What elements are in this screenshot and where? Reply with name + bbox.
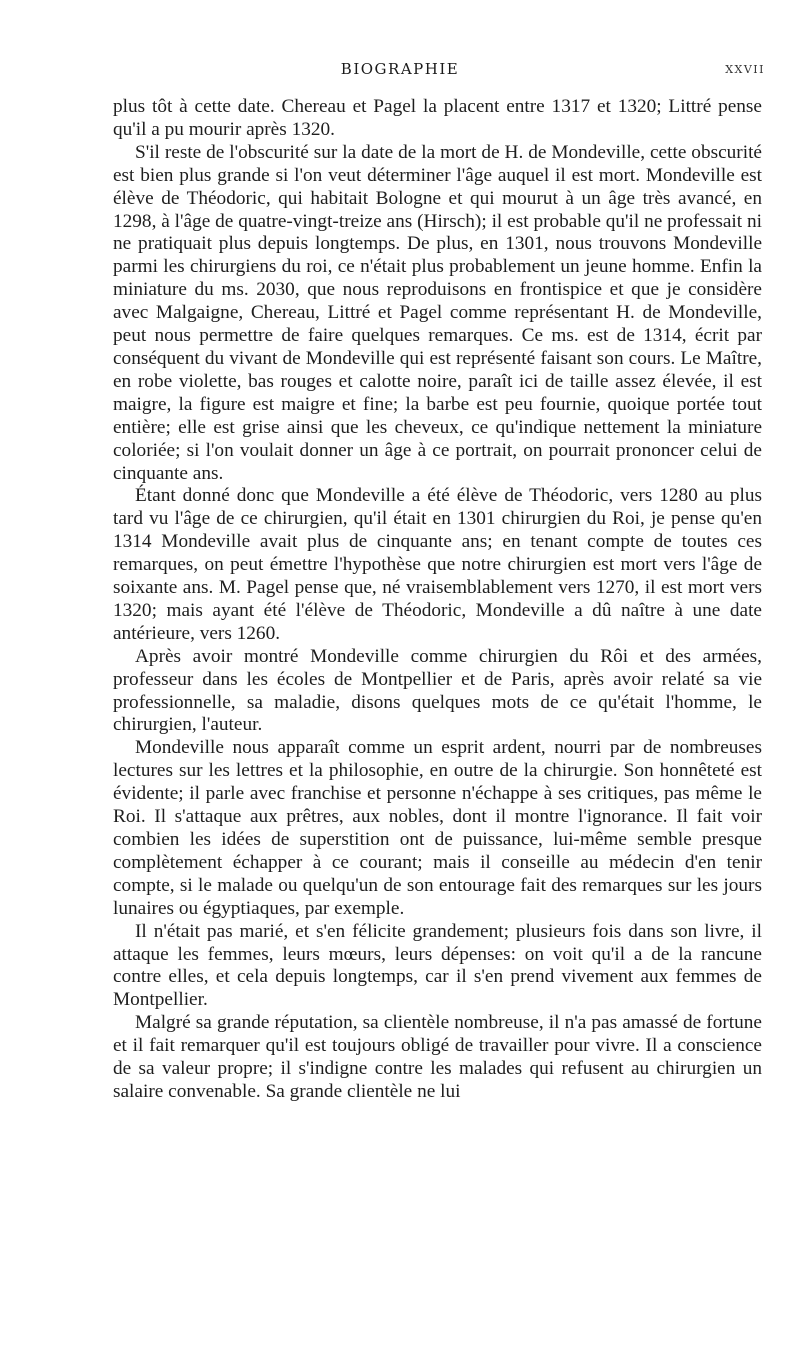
paragraph: Mondeville nous apparaît comme un esprit ardent, nourri par de nombreuses lectures sur les lettres et la philosophie, en outre de la chirurgie. Son honnêteté est évidente; il parle avec franchise et personne n'échappe à ses critiques, pas même le Roi. Il s'attaque aux prêtres, aux nobles, dont il montre l'ignorance. Il fait voir combien les idées de superstition ont de puissance, lui-même semble presque complètement échapper à ce courant; mais il conseille au médecin d'en tenir compte, si le malade ou quelqu'un de son entourage fait des remarques sur les jours lunaires ou égyptiaques, par exemple. [113,737,762,919]
paragraph: plus tôt à cette date. Chereau et Pagel la placent entre 1317 et 1320; Littré pense qu'il a pu mourir après 1320. [113,96,762,140]
running-title: BIOGRAPHIE [340,60,460,78]
paragraph: Étant donné donc que Mondeville a été élève de Théodoric, vers 1280 au plus tard vu l'âge de ce chirurgien, qu'il était en 1301 chirurgien du Roi, je pense qu'en 1314 Mondeville avait plus de cinquante ans; en tenant compte de toutes ces remarques, on peut émettre l'hypothèse que notre chirurgien est mort vers l'âge de soixante ans. M. Pagel pense que, né vraisemblablement vers 1270, il est mort vers 1320; mais ayant été l'élève de Théodoric, Mondeville a dû naître à une date antérieure, vers 1260. [113,485,762,644]
paragraph: Il n'était pas marié, et s'en félicite grandement; plusieurs fois dans son livre, il attaque les femmes, leurs mœurs, leurs dépenses: on voit qu'il a de la rancune contre elles, et cela depuis longtemps, car il s'en prend vivement aux femmes de Montpellier. [113,920,762,1011]
body-text [113,96,762,1104]
running-head [0,60,800,84]
page-number: XXVII [725,63,765,76]
paragraph: Malgré sa grande réputation, sa clientèle nombreuse, il n'a pas amassé de fortune et il fait remarquer qu'il est toujours obligé de travailler pour vivre. Il a conscience de sa valeur propre; il s'indigne contre les malades qui refusent au chirurgien un salaire convenable. Sa grande clientèle ne lui [113,1012,762,1102]
paragraph: Après avoir montré Mondeville comme chirurgien du Rôi et des armées, professeur dans les écoles de Montpellier et de Paris, après avoir relaté sa vie professionnelle, sa maladie, disons quelques mots de ce qu'était l'homme, le chirurgien, l'auteur. [113,645,762,736]
paragraph: S'il reste de l'obscurité sur la date de la mort de H. de Mondeville, cette obscurité est bien plus grande si l'on veut déterminer l'âge auquel il est mort. Mondeville est élève de Théodoric, qui habitait Bologne et qui mourut à un âge très avancé, en 1298, à l'âge de quatre-vingt-treize ans (Hirsch); il est probable qu'il ne professait ni ne pratiquait plus depuis longtemps. De plus, en 1301, nous trouvons Mondeville parmi les chirurgiens du roi, ce n'était plus probablement un jeune homme. Enfin la miniature du ms. 2030, que nous reproduisons en frontispice et que je considère avec Malgaigne, Chereau, Littré et Pagel comme représentant H. de Mondeville, peut nous permettre de faire quelques remarques. Ce ms. est de 1314, écrit par conséquent du vivant de Mondeville qui est représenté faisant son cours. Le Maître, en robe violette, bas rouges et calotte noire, paraît ici de taille assez élevée, il est maigre, la figure est maigre et fine; la barbe est peu fournie, quoique portée tout entière; elle est grise ainsi que les cheveux, ce qu'indique nettement la miniature coloriée; si l'on voulait donner un âge à ce portrait, on pourrait prononcer celui de cinquante ans. [113,141,762,484]
